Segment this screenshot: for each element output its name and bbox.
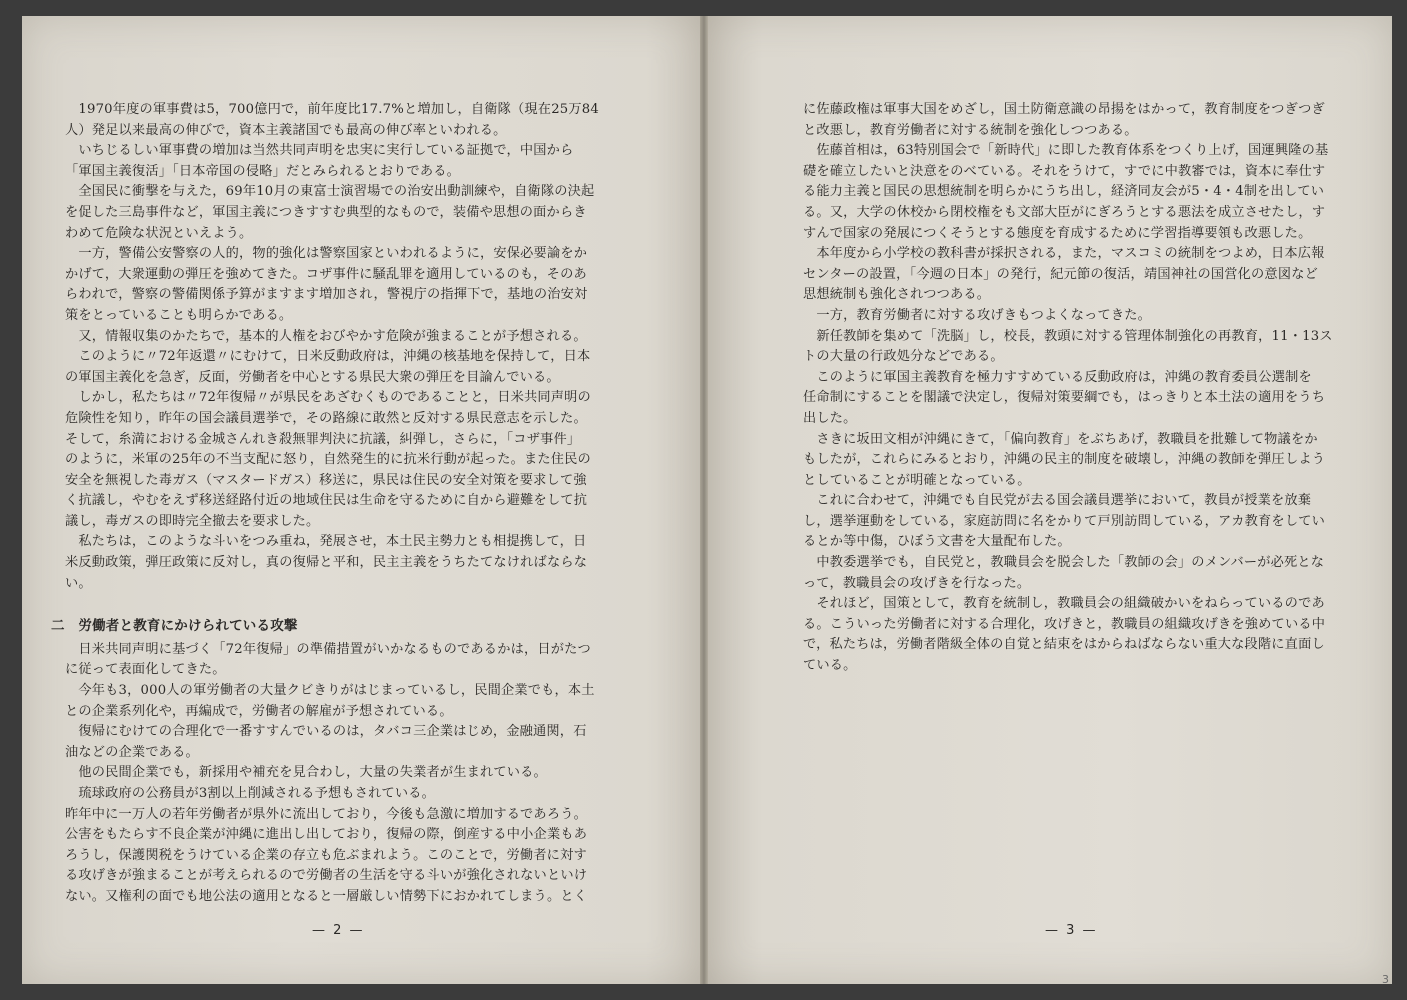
left-page-text xyxy=(51,100,645,908)
text-line: としていることが明確となっている。 xyxy=(803,472,1031,488)
right-page-text xyxy=(803,100,1363,677)
text-line: 本年度から小学校の教科書が採択される，また，マスコミの統制をつよめ，日本広報 xyxy=(803,246,1325,262)
text-line: く抗議し，やむをえず移送経路付近の地域住民は生命を守るために自から避難をして抗 xyxy=(65,493,588,509)
text-line: 他の民間企業でも，新採用や補充を見合わし，大量の失業者が生まれている。 xyxy=(65,765,547,781)
text-line: 安全を無視した毒ガス（マスタードガス）移送に，県民は住民の安全対策を要求して強 xyxy=(65,472,587,488)
text-line: 策をとっていることも明らかである。 xyxy=(65,307,293,323)
text-line: わめて危険な状況といえよう。 xyxy=(65,225,253,241)
corner-mark: 3 xyxy=(1382,973,1389,986)
left-paragraphs-top xyxy=(65,100,645,594)
text-line: る。こういった労働者に対する合理化，攻げきと，教職員の組織攻げきを強めている中 xyxy=(803,616,1326,632)
page-number-right: — 3 — xyxy=(1045,923,1098,938)
text-line: このように〃72年返還〃にむけて，日米反動政府は，沖縄の核基地を保持して，日本 xyxy=(65,349,591,365)
text-line: ている。 xyxy=(803,658,857,674)
text-line: すんで国家の発展につくそうとする態度を育成するために学習指導要領も改悪した。 xyxy=(803,225,1312,241)
text-line: ない。又権利の面でも地公法の適用となると一層厳しい情勢下におかれてしまう。とく xyxy=(65,888,588,904)
text-line: る能力主義と国民の思想統制を明らかにうち出し，経済同友会が5・4・4制を出してい xyxy=(803,184,1325,200)
text-line: で，私たちは，労働者階級全体の自覚と結束をはからねばならない重大な段階に直面し xyxy=(803,637,1325,653)
text-line: 琉球政府の公務員が3割以上削減される予想もされている。 xyxy=(65,786,436,801)
text-line: いちじるしい軍事費の増加は当然共同声明を忠実に実行している証拠で，中国から xyxy=(65,143,574,159)
text-line: 一方，警備公安警察の人的，物的強化は警察国家といわれるように，安保必要論をか xyxy=(65,246,588,262)
text-line: それほど，国策として，教育を統制し，教職員会の組織破かいをねらっているのであ xyxy=(803,596,1325,612)
text-line: このように軍国主義教育を極力すすめている反動政府は，沖縄の教育委員公選制を xyxy=(803,369,1312,385)
text-line: 復帰にむけての合理化で一番すすんでいるのは，タバコ三企業はじめ，金融通関，石 xyxy=(65,724,587,740)
text-line: 全国民に衝撃を与えた，69年10月の東富士演習場での治安出動訓練や，自衛隊の決起 xyxy=(65,184,595,200)
text-line: に佐藤政権は軍事大国をめざし，国土防衛意識の昂揚をはかって，教育制度をつぎつぎ xyxy=(803,102,1325,117)
text-line: ろうし，保護関税をうけている企業の存立も危ぶまれよう。このことで，労働者に対す xyxy=(65,847,587,863)
text-line: 一方，教育労働者に対する攻げきもつよくなってきた。 xyxy=(803,307,1152,323)
text-line: 日米共同声明に基づく「72年復帰」の準備措置がいかなるものであるかは，日がたつ xyxy=(65,641,591,657)
text-line: い。 xyxy=(65,575,92,591)
right-page xyxy=(708,16,1392,984)
text-line: 油などの企業である。 xyxy=(65,744,199,760)
text-line: 1970年度の軍事費は5，700億円で，前年度比17.7%と増加し，自衛隊（現在25万84 xyxy=(65,102,599,117)
text-line: トの大量の行政処分などである。 xyxy=(803,349,1004,365)
text-line: の軍国主義化を急ぎ，反面，労働者を中心とする県民大衆の弾圧を目論んでいる。 xyxy=(65,369,560,385)
text-line: る攻げきが強まることが考えられるので労働者の生活を守る斗いが強化されないといけ xyxy=(65,868,588,884)
text-line: 中教委選挙でも，自民党と，教職員会を脱会した「教師の会」のメンバーが必死とな xyxy=(803,555,1325,571)
text-line: これに合わせて，沖縄でも自民党が去る国会議員選挙において，教員が授業を放棄 xyxy=(803,493,1312,509)
text-line: そして，糸満における金城さんれき殺無罪判決に抗議，糾弾し，さらに，「コザ事件」 xyxy=(65,431,581,447)
book-spine xyxy=(700,16,708,984)
text-line: との企業系列化や，再編成で，労働者の解雇が予想されている。 xyxy=(65,703,453,719)
text-line: し，選挙運動をしている，家庭訪問に名をかりて戸別訪問している，アカ教育をしてい xyxy=(803,513,1325,529)
right-paragraphs xyxy=(803,100,1363,677)
text-line: 出した。 xyxy=(803,410,857,426)
text-line: 人）発足以来最高の伸びで，資本主義諸国でも最高の伸び率といわれる。 xyxy=(65,122,507,138)
text-line: 私たちは，このような斗いをつみ重ね，発展させ，本土民主勢力とも相提携して，日 xyxy=(65,534,587,550)
text-line: センターの設置，「今週の日本」の発行，紀元節の復活，靖国神社の国営化の意図など xyxy=(803,266,1318,282)
text-line: るとか等中傷，ひぼう文書を大量配布した。 xyxy=(803,534,1071,550)
left-paragraphs-bottom xyxy=(65,640,645,908)
text-line: 議し，毒ガスの即時完全撤去を要求した。 xyxy=(65,513,320,529)
text-line: らわれで，警察の警備関係予算がますます増加され，警視庁の指揮下で，基地の治安対 xyxy=(65,287,588,303)
text-line: 今年も3，000人の軍労働者の大量クビきりがはじまっているし，民間企業でも，本土 xyxy=(65,683,595,699)
text-line: 「軍国主義復活」「日本帝国の侵略」だとみられるとおりである。 xyxy=(65,163,461,179)
text-line: 礎を確立したいと決意をのべている。それをうけて，すでに中教審では，資本に奉仕す xyxy=(803,163,1326,179)
text-line: のように，米軍の25年の不当支配に怒り，自然発生的に抗米行動が起った。また住民の xyxy=(65,452,591,468)
text-line: 新任教師を集めて「洗脳」し，校長，教頭に対する管理体制強化の再教育，11・13ス xyxy=(803,328,1333,344)
text-line: しかし，私たちは〃72年復帰〃が県民をあざむくものであることと，日米共同声明の xyxy=(65,390,591,406)
text-line: さきに坂田文相が沖縄にきて，「偏向教育」をぶちあげ，教職員を批難して物議をか xyxy=(803,431,1318,447)
text-line: って，教職員会の攻げきを行なった。 xyxy=(803,575,1031,591)
text-line: に従って表面化してきた。 xyxy=(65,662,226,678)
text-line: 又，情報収集のかたちで，基本的人権をおびやかす危険が強まることが予想される。 xyxy=(65,328,587,344)
text-line: 任命制にすることを閣議で決定し，復帰対策要綱でも，はっきりと本土法の適用をうち xyxy=(803,390,1326,406)
left-page xyxy=(22,16,700,984)
text-line: る。又，大学の休校から閉校権をも文部大臣がにぎろうとする悪法を成立させたし，す xyxy=(803,204,1326,220)
text-line: かげて，大衆運動の弾圧を強めてきた。コザ事件に騒乱罪を適用しているのも，そのあ xyxy=(65,266,587,282)
text-line: 昨年中に一万人の若年労働者が県外に流出しており，今後も急激に増加するであろう。 xyxy=(65,806,587,822)
text-line: 公害をもたらす不良企業が沖縄に進出し出しており，復帰の際，倒産する中小企業もあ xyxy=(65,827,588,843)
text-line: を促した三島事件など，軍国主義につきすすむ典型的なもので，装備や思想の面からき xyxy=(65,204,587,220)
text-line: と改悪し，教育労働者に対する統制を強化しつつある。 xyxy=(803,122,1138,138)
text-line: 米反動政策，弾圧政策に反対し，真の復帰と平和，民主主義をうちたてなければならな xyxy=(65,555,588,571)
text-line: 佐藤首相は，63特別国会で「新時代」に即した教育体系をつくり上げ，国運興隆の基 xyxy=(803,143,1329,159)
page-number-left: — 2 — xyxy=(312,923,365,938)
text-line: もしたが，これらにみるとおり，沖縄の民主的制度を破壊し，沖縄の教師を弾圧しよう xyxy=(803,452,1326,468)
section-heading: 二 労働者と教育にかけられている攻撃 xyxy=(51,618,298,635)
text-line: 危険性を知り，昨年の国会議員選挙で，その路線に敢然と反対する県民意志を示した。 xyxy=(65,410,587,426)
text-line: 思想統制も強化されつつある。 xyxy=(803,287,991,303)
